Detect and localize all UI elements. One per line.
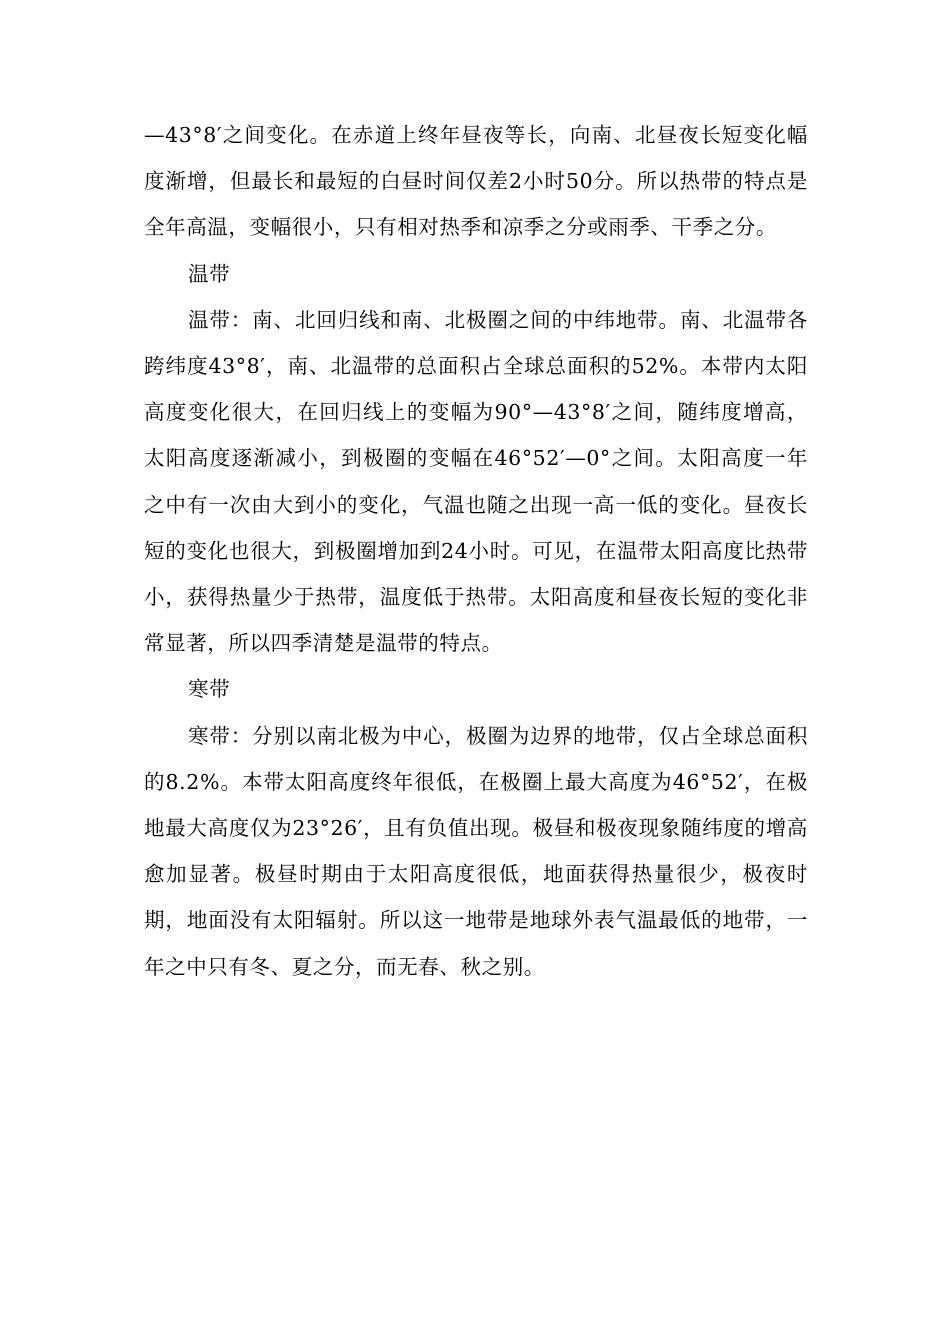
paragraph-temperate-body: 温带：南、北回归线和南、北极圈之间的中纬地带。南、北温带各跨纬度43°8′，南、北温带的总面积占全球总面积的52%。本带内太阳高度变化很大，在回归线上的变幅为90°—43°8′之间，随纬度增高，太阳高度逐渐减小，到极圈的变幅在46°52′—0°之间。太阳高度一年之中有一次由大到小的变化，气温也随之出现一高一低的变化。昼夜长短的变化也很大，到极圈增加到24小时。可见，在温带太阳高度比热带小，获得热量少于热带，温度低于热带。太阳高度和昼夜长短的变化非常显著，所以四季清楚是温带的特点。: [144, 307, 808, 656]
section-heading-temperate: 温带: [188, 261, 231, 286]
paragraph-tropical-continued: —43°8′之间变化。在赤道上终年昼夜等长，向南、北昼夜长短变化幅度渐增，但最长和最短的白昼时间仅差2小时50分。所以热带的特点是全年高温，变幅很小，只有相对热季和凉季之分或雨季、干季之分。: [144, 123, 808, 240]
paragraph-frigid-body: 寒带：分别以南北极为中心，极圈为边界的地带，仅占全球总面积的8.2%。本带太阳高度终年很低，在极圈上最大高度为46°52′，在极地最大高度仅为23°26′，且有负值出现。极昼和极夜现象随纬度的增高愈加显著。极昼时期由于太阳高度很低，地面获得热量很少，极夜时期，地面没有太阳辐射。所以这一地带是地球外表气温最低的地带，一年之中只有冬、夏之分，而无春、秋之别。: [144, 723, 808, 979]
section-heading-frigid: 寒带: [188, 677, 231, 702]
document-body: [144, 112, 808, 990]
